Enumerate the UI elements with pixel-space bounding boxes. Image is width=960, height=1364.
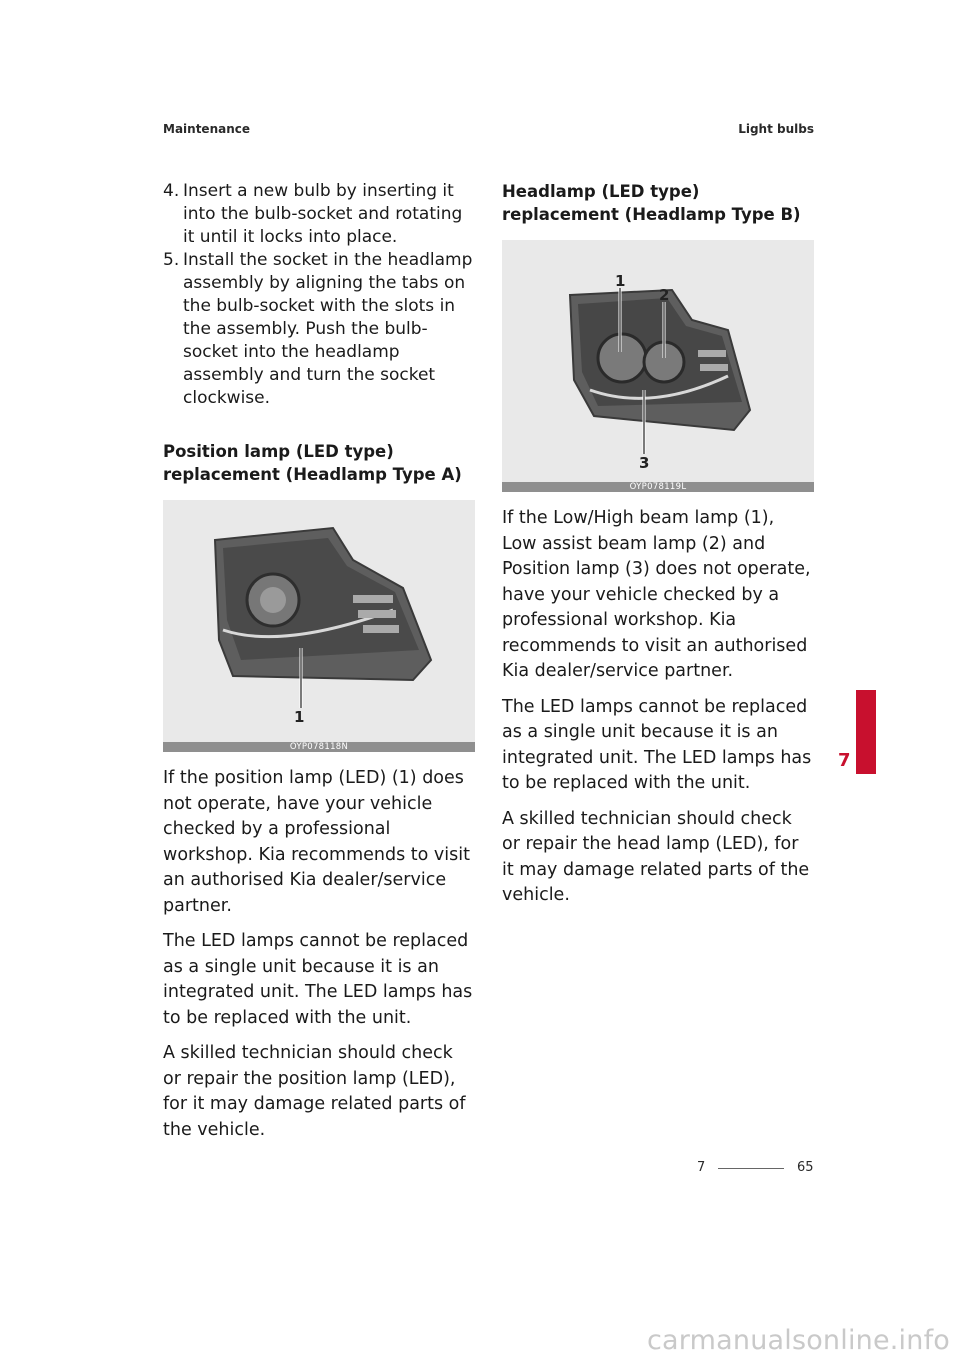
step-list <box>163 180 475 410</box>
callout-3: 3 <box>639 454 650 472</box>
section-b-heading: Headlamp (LED type) replacement (Headlamp Type B) <box>502 182 801 224</box>
footer-page-number: 65 <box>797 1160 814 1175</box>
paragraph: If the position lamp (LED) (1) does not operate, have your vehicle checked by a professional workshop. Kia recommends to visit an authorised Kia dealer/service partner. <box>163 768 470 916</box>
callout-1: 1 <box>294 708 305 726</box>
headlamp-a-illustration <box>163 500 475 742</box>
paragraph: A skilled technician should check or repair the position lamp (LED), for it may damage related parts of the vehicle. <box>163 1043 466 1140</box>
watermark: carmanualsonline.info <box>647 1325 950 1356</box>
left-column <box>163 180 475 1153</box>
step-item <box>163 249 475 410</box>
chapter-tab <box>856 690 876 774</box>
figure-caption: OYP078119L <box>502 482 814 492</box>
paragraph: A skilled technician should check or repair the head lamp (LED), for it may damage related parts of the vehicle. <box>502 808 810 905</box>
paragraph: If the Low/High beam lamp (1), Low assist beam lamp (2) and Position lamp (3) does not operate, have your vehicle checked by a professional workshop. Kia recommends to visit an authorised Kia dealer/service partner. <box>502 508 811 681</box>
headlamp-b-illustration <box>502 240 814 482</box>
header-section: Maintenance <box>163 122 251 136</box>
figure-headlamp-type-b <box>502 240 814 492</box>
paragraph: The LED lamps cannot be replaced as a single unit because it is an integrated unit. The LED lamps has to be replaced with the unit. <box>163 931 473 1028</box>
figure-headlamp-type-a <box>163 500 475 752</box>
callout-1: 1 <box>615 272 626 290</box>
footer-divider <box>718 1168 784 1169</box>
right-column <box>502 180 814 919</box>
paragraph: The LED lamps cannot be replaced as a single unit because it is an integrated unit. The LED lamps has to be replaced with the unit. <box>502 696 812 793</box>
header-topic: Light bulbs <box>738 122 814 136</box>
section-a-heading: Position lamp (LED type) replacement (Headlamp Type A) <box>163 442 462 484</box>
step-text: Install the socket in the headlamp assembly by aligning the tabs on the bulb-socket with the slots in the assembly. Push the bulb-socket into the headlamp assembly and turn the socket clockwise. <box>183 250 473 408</box>
chapter-number: 7 <box>838 750 851 771</box>
footer-chapter: 7 <box>697 1160 706 1175</box>
step-item <box>163 180 475 249</box>
step-number: 5. <box>163 250 180 270</box>
figure-caption: OYP078118N <box>163 742 475 752</box>
callout-2: 2 <box>659 286 670 304</box>
step-text: Insert a new bulb by inserting it into the bulb-socket and rotating it until it locks into place. <box>183 181 463 247</box>
step-number: 4. <box>163 181 180 201</box>
